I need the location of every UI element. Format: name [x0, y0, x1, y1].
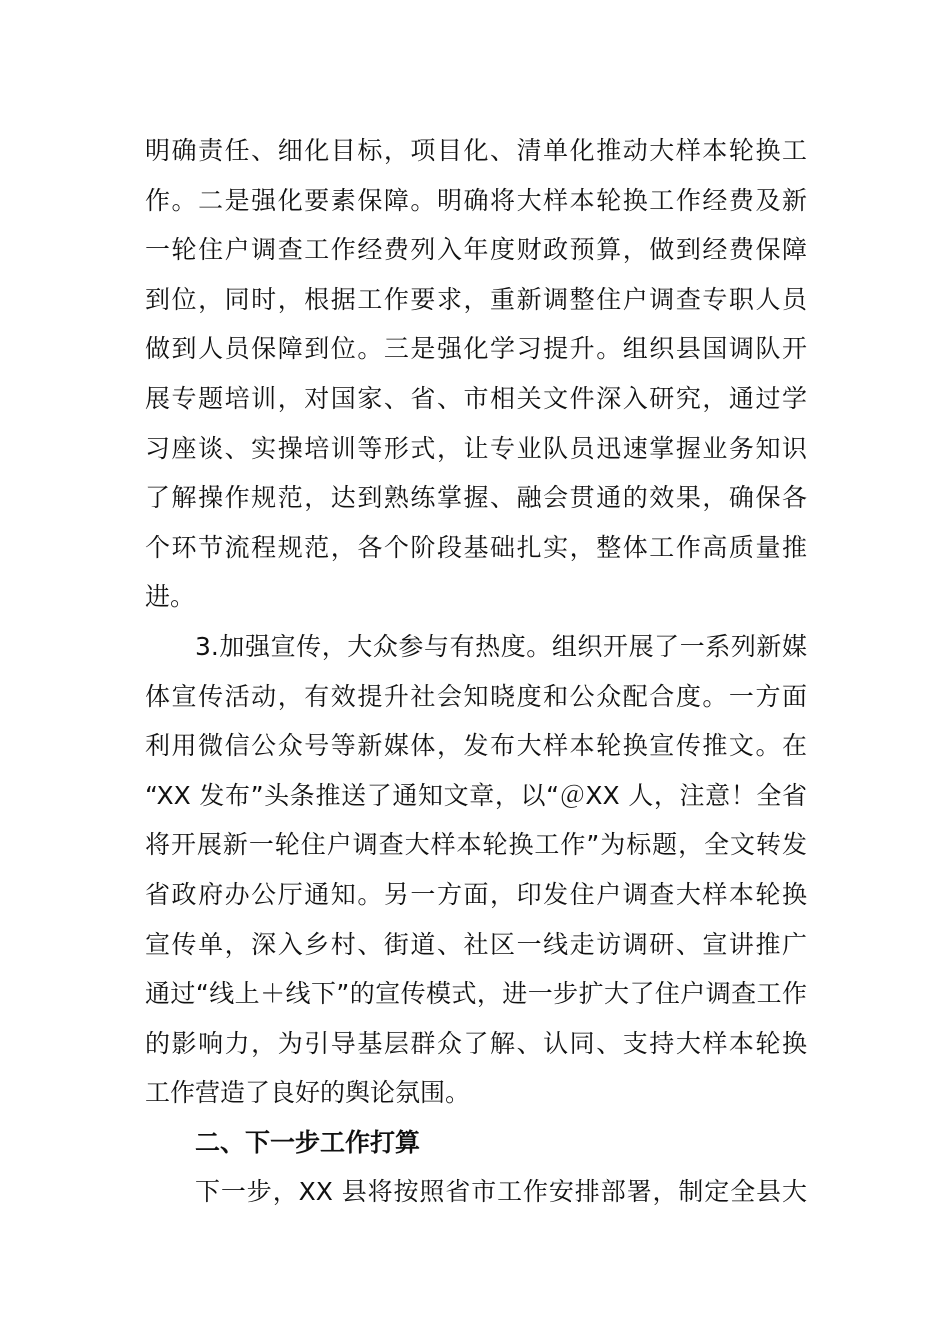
text-line: 个环节流程规范，各个阶段基础扎实，整体工作高质量推: [145, 532, 807, 562]
text-line: 了解操作规范，达到熟练掌握、融会贯通的效果，确保各: [145, 483, 807, 513]
text-line: 通过“线上＋线下”的宣传模式，进一步扩大了住户调查工作: [145, 979, 807, 1009]
text-line: 将开展新一轮住户调查大样本轮换工作”为标题，全文转发: [145, 830, 807, 860]
text-line: “XX 发布”头条推送了通知文章，以“＠XX 人，注意！全省: [145, 780, 807, 810]
text-line: 作。二是强化要素保障。明确将大样本轮换工作经费及新: [145, 185, 807, 215]
text-line: 一轮住户调查工作经费列入年度财政预算，做到经费保障: [145, 235, 807, 265]
text-line: 进。: [145, 582, 196, 612]
text-line: 体宣传活动，有效提升社会知晓度和公众配合度。一方面: [145, 681, 807, 711]
text-line: 展专题培训，对国家、省、市相关文件深入研究，通过学: [145, 383, 807, 413]
paragraph-start-line: 3.加强宣传，大众参与有热度。组织开展了一系列新媒: [195, 631, 807, 661]
text-line: 到位，同时，根据工作要求，重新调整住户调查专职人员: [145, 284, 807, 314]
text-line: 习座谈、实操培训等形式，让专业队员迅速掌握业务知识: [145, 433, 807, 463]
text-line: 省政府办公厅通知。另一方面，印发住户调查大样本轮换: [145, 879, 807, 909]
text-line: 宣传单，深入乡村、街道、社区一线走访调研、宣讲推广: [145, 929, 807, 959]
text-line: 明确责任、细化目标，项目化、清单化推动大样本轮换工: [145, 136, 807, 165]
section-heading: 二、下一步工作打算: [195, 1127, 421, 1157]
text-line: 做到人员保障到位。三是强化学习提升。组织县国调队开: [145, 334, 807, 364]
text-line: 的影响力，为引导基层群众了解、认同、支持大样本轮换: [145, 1028, 807, 1058]
text-line: 工作营造了良好的舆论氛围。: [145, 1078, 471, 1108]
text-line: 利用微信公众号等新媒体，发布大样本轮换宣传推文。在: [145, 731, 807, 761]
document-body: [145, 126, 807, 1217]
paragraph-start-line: 下一步，XX 县将按照省市工作安排部署，制定全县大: [195, 1177, 807, 1207]
